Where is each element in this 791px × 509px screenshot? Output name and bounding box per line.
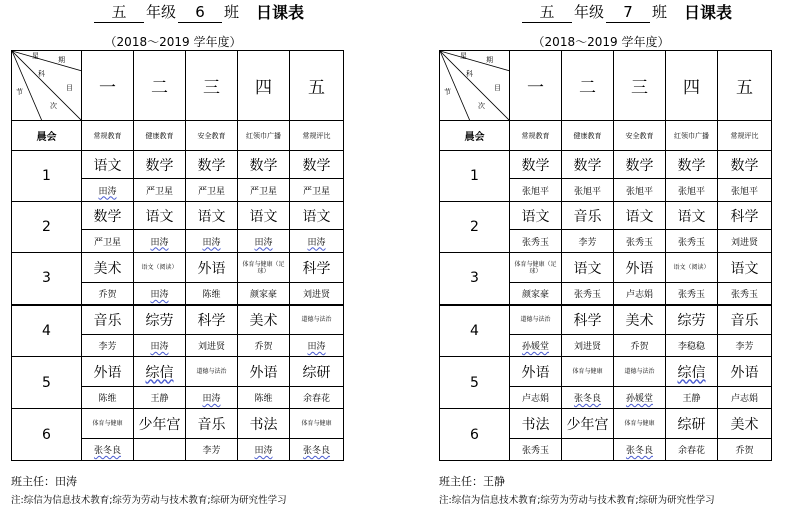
period-row — [12, 151, 344, 179]
class-label: 班 — [652, 3, 668, 21]
subject-cell: 语文（阅读） — [666, 253, 718, 283]
teacher-cell: 张旭平 — [666, 179, 718, 202]
teacher-cell: 田涛 — [186, 230, 238, 253]
period-number: 5 — [440, 357, 510, 409]
morning-label: 晨会 — [440, 121, 510, 151]
class-value: 7 — [606, 3, 650, 23]
subject-cell: 音乐 — [186, 409, 238, 439]
notes: 注:综信为信息技术教育;综劳为劳动与技术教育;综研为研究性学习 — [439, 495, 715, 506]
subject-cell: 数学 — [134, 151, 186, 179]
period-row — [440, 305, 772, 335]
corner-text: 星 — [460, 52, 467, 60]
day-header: 五 — [290, 51, 344, 121]
teacher-cell: 田涛 — [238, 230, 290, 253]
teacher-cell: 田涛 — [134, 283, 186, 305]
subject-cell: 语文 — [718, 253, 772, 283]
teacher-cell: 张秀玉 — [718, 283, 772, 305]
teacher-cell: 孙媛堂 — [510, 335, 562, 357]
teacher-cell: 张秀玉 — [562, 283, 614, 305]
subject-cell: 语文 — [510, 202, 562, 230]
morning-item: 常规评比 — [718, 121, 772, 151]
page-title: 日课表 — [256, 3, 305, 22]
subject-cell: 科学 — [562, 305, 614, 335]
subject-cell: 综劳 — [666, 305, 718, 335]
teacher-cell: 李芳 — [82, 335, 134, 357]
subject-cell: 外语 — [238, 357, 290, 387]
day-header: 一 — [82, 51, 134, 121]
teacher-cell: 张秀玉 — [666, 283, 718, 305]
period-number: 1 — [12, 151, 82, 202]
subject-cell: 道德与法治 — [290, 305, 344, 335]
teacher-cell: 李芳 — [562, 230, 614, 253]
morning-row — [12, 121, 344, 151]
teacher-cell: 颜家豪 — [510, 283, 562, 305]
teacher-cell: 张旭平 — [510, 179, 562, 202]
period-row — [440, 357, 772, 387]
teacher-cell: 陈维 — [238, 387, 290, 409]
teacher-cell: 张冬良 — [82, 439, 134, 461]
subject-cell: 体育与健康 — [82, 409, 134, 439]
teacher-cell: 刘进贤 — [562, 335, 614, 357]
teacher-cell: 刘进贤 — [718, 230, 772, 253]
subject-cell: 体育与健康（足球） — [510, 253, 562, 283]
teacher-cell: 陈维 — [82, 387, 134, 409]
teacher-cell: 田涛 — [134, 230, 186, 253]
class-value: 6 — [178, 3, 222, 23]
teacher-cell: 卢志娟 — [718, 387, 772, 409]
period-number: 6 — [440, 409, 510, 461]
grade-label: 年级 — [574, 3, 605, 21]
subject-cell: 语文（阅读） — [134, 253, 186, 283]
notes: 注:综信为信息技术教育;综劳为劳动与技术教育;综研为研究性学习 — [11, 495, 287, 506]
teacher-cell: 张旭平 — [614, 179, 666, 202]
corner-text: 科 — [466, 70, 473, 78]
day-header: 四 — [666, 51, 718, 121]
subject-cell: 科学 — [186, 305, 238, 335]
day-header: 四 — [238, 51, 290, 121]
subject-cell: 少年宫 — [562, 409, 614, 439]
period-row — [12, 305, 344, 335]
period-number: 2 — [440, 202, 510, 253]
teacher-cell: 严卫星 — [82, 230, 134, 253]
subject-cell: 语文 — [134, 202, 186, 230]
subject-cell: 语文 — [186, 202, 238, 230]
period-number: 2 — [12, 202, 82, 253]
subject-cell: 体育与健康（足球） — [238, 253, 290, 283]
subject-cell: 综研 — [666, 409, 718, 439]
teacher-cell: 乔贺 — [238, 335, 290, 357]
teacher-cell: 乔贺 — [614, 335, 666, 357]
subject-cell: 美术 — [82, 253, 134, 283]
subject-cell: 科学 — [718, 202, 772, 230]
morning-item: 安全教育 — [186, 121, 238, 151]
head-teacher-label: 班主任： — [439, 475, 483, 488]
schedule-table — [11, 50, 344, 461]
teacher-cell: 张秀玉 — [510, 230, 562, 253]
subject-cell: 数学 — [562, 151, 614, 179]
teacher-cell: 严卫星 — [238, 179, 290, 202]
subject-cell: 体育与健康 — [290, 409, 344, 439]
teacher-cell: 田涛 — [238, 439, 290, 461]
period-number: 4 — [12, 305, 82, 357]
timetable-title — [0, 3, 346, 25]
morning-item: 健康教育 — [134, 121, 186, 151]
teacher-cell: 张旭平 — [562, 179, 614, 202]
subject-cell: 数学 — [82, 202, 134, 230]
corner-text: 期 — [58, 56, 65, 64]
subject-cell: 数学 — [666, 151, 718, 179]
teacher-cell: 张冬良 — [562, 387, 614, 409]
day-header: 三 — [186, 51, 238, 121]
teacher-cell: 刘进贤 — [186, 335, 238, 357]
subject-cell: 书法 — [238, 409, 290, 439]
head-teacher-label: 班主任： — [11, 475, 55, 488]
subject-cell: 道德与法治 — [614, 357, 666, 387]
period-number: 3 — [440, 253, 510, 305]
subject-cell: 数学 — [186, 151, 238, 179]
subject-cell: 语文 — [82, 151, 134, 179]
schedule-table — [439, 50, 772, 461]
morning-item: 常规教育 — [82, 121, 134, 151]
teacher-cell: 余春花 — [666, 439, 718, 461]
period-row — [440, 151, 772, 179]
header-row — [440, 51, 772, 121]
corner-text: 星 — [32, 52, 39, 60]
teacher-cell: 田涛 — [82, 179, 134, 202]
period-row — [440, 409, 772, 439]
teacher-cell: 张秀玉 — [614, 230, 666, 253]
morning-item: 常规教育 — [510, 121, 562, 151]
teacher-cell — [562, 439, 614, 461]
corner-text: 科 — [38, 70, 45, 78]
teacher-cell: 乔贺 — [718, 439, 772, 461]
period-row — [440, 202, 772, 230]
morning-item: 安全教育 — [614, 121, 666, 151]
teacher-cell: 张旭平 — [718, 179, 772, 202]
period-number: 5 — [12, 357, 82, 409]
timetable-title — [428, 3, 774, 25]
subject-cell: 音乐 — [82, 305, 134, 335]
subject-cell: 外语 — [614, 253, 666, 283]
subject-cell: 科学 — [290, 253, 344, 283]
teacher-cell: 乔贺 — [82, 283, 134, 305]
subject-cell: 美术 — [718, 409, 772, 439]
teacher-cell: 严卫星 — [290, 179, 344, 202]
teacher-cell: 严卫星 — [186, 179, 238, 202]
teacher-cell: 王静 — [134, 387, 186, 409]
period-row — [12, 409, 344, 439]
teacher-cell: 卢志娟 — [510, 387, 562, 409]
subject-cell: 美术 — [238, 305, 290, 335]
subject-cell: 外语 — [510, 357, 562, 387]
subject-cell: 数学 — [718, 151, 772, 179]
period-number: 1 — [440, 151, 510, 202]
morning-item: 红领巾广播 — [238, 121, 290, 151]
subject-cell: 美术 — [614, 305, 666, 335]
subject-cell: 语文 — [238, 202, 290, 230]
subject-cell: 数学 — [510, 151, 562, 179]
subject-cell: 外语 — [718, 357, 772, 387]
subject-cell: 体育与健康 — [614, 409, 666, 439]
school-year: （2018～2019 学年度） — [104, 35, 242, 49]
day-header: 二 — [562, 51, 614, 121]
subject-cell: 综研 — [290, 357, 344, 387]
corner-text: 目 — [494, 84, 501, 92]
teacher-cell: 田涛 — [290, 335, 344, 357]
teacher-cell: 田涛 — [134, 335, 186, 357]
page-title: 日课表 — [684, 3, 733, 22]
teacher-cell: 张冬良 — [614, 439, 666, 461]
teacher-cell: 李稳稳 — [666, 335, 718, 357]
teacher-cell: 田涛 — [186, 387, 238, 409]
day-header: 二 — [134, 51, 186, 121]
subject-cell: 少年宫 — [134, 409, 186, 439]
teacher-cell: 张秀玉 — [510, 439, 562, 461]
head-teacher-name: 王静 — [483, 475, 505, 488]
head-teacher-name: 田涛 — [55, 475, 77, 488]
subject-cell: 综信 — [666, 357, 718, 387]
teacher-cell: 张秀玉 — [666, 230, 718, 253]
header-row — [12, 51, 344, 121]
period-row — [12, 357, 344, 387]
day-header: 一 — [510, 51, 562, 121]
period-row — [440, 253, 772, 283]
subject-cell: 综劳 — [134, 305, 186, 335]
subject-cell: 音乐 — [562, 202, 614, 230]
grade-label: 年级 — [146, 3, 177, 21]
morning-row — [440, 121, 772, 151]
period-row — [12, 253, 344, 283]
corner-cell — [12, 51, 82, 121]
teacher-cell: 严卫星 — [134, 179, 186, 202]
teacher-cell: 陈维 — [186, 283, 238, 305]
corner-text: 次 — [50, 102, 57, 110]
teacher-cell: 李芳 — [718, 335, 772, 357]
subject-cell: 体育与健康 — [562, 357, 614, 387]
subject-cell: 语文 — [666, 202, 718, 230]
head-teacher — [439, 473, 505, 489]
subject-cell: 语文 — [614, 202, 666, 230]
teacher-cell — [134, 439, 186, 461]
class-label: 班 — [224, 3, 240, 21]
teacher-cell: 余春花 — [290, 387, 344, 409]
period-number: 4 — [440, 305, 510, 357]
subject-cell: 语文 — [290, 202, 344, 230]
subject-cell: 外语 — [82, 357, 134, 387]
day-header: 五 — [718, 51, 772, 121]
subject-cell: 外语 — [186, 253, 238, 283]
corner-text: 节 — [16, 88, 23, 96]
grade-value: 五 — [94, 3, 144, 23]
subject-cell: 数学 — [614, 151, 666, 179]
teacher-cell: 颜家豪 — [238, 283, 290, 305]
corner-cell — [440, 51, 510, 121]
morning-item: 红领巾广播 — [666, 121, 718, 151]
teacher-cell: 田涛 — [290, 230, 344, 253]
subject-cell: 道德与法治 — [510, 305, 562, 335]
period-row — [12, 202, 344, 230]
subject-cell: 数学 — [238, 151, 290, 179]
morning-label: 晨会 — [12, 121, 82, 151]
teacher-cell: 王静 — [666, 387, 718, 409]
corner-text: 期 — [486, 56, 493, 64]
head-teacher — [11, 473, 77, 489]
teacher-cell: 李芳 — [186, 439, 238, 461]
day-header: 三 — [614, 51, 666, 121]
teacher-cell: 刘进贤 — [290, 283, 344, 305]
teacher-cell: 卢志娟 — [614, 283, 666, 305]
subject-cell: 数学 — [290, 151, 344, 179]
subject-cell: 书法 — [510, 409, 562, 439]
school-year: （2018～2019 学年度） — [532, 35, 670, 49]
corner-text: 次 — [478, 102, 485, 110]
period-number: 3 — [12, 253, 82, 305]
morning-item: 常规评比 — [290, 121, 344, 151]
period-number: 6 — [12, 409, 82, 461]
subject-cell: 语文 — [562, 253, 614, 283]
subject-cell: 综信 — [134, 357, 186, 387]
subject-cell: 道德与法治 — [186, 357, 238, 387]
corner-text: 节 — [444, 88, 451, 96]
teacher-cell: 孙媛堂 — [614, 387, 666, 409]
teacher-cell: 张冬良 — [290, 439, 344, 461]
subject-cell: 音乐 — [718, 305, 772, 335]
grade-value: 五 — [522, 3, 572, 23]
morning-item: 健康教育 — [562, 121, 614, 151]
corner-text: 目 — [66, 84, 73, 92]
